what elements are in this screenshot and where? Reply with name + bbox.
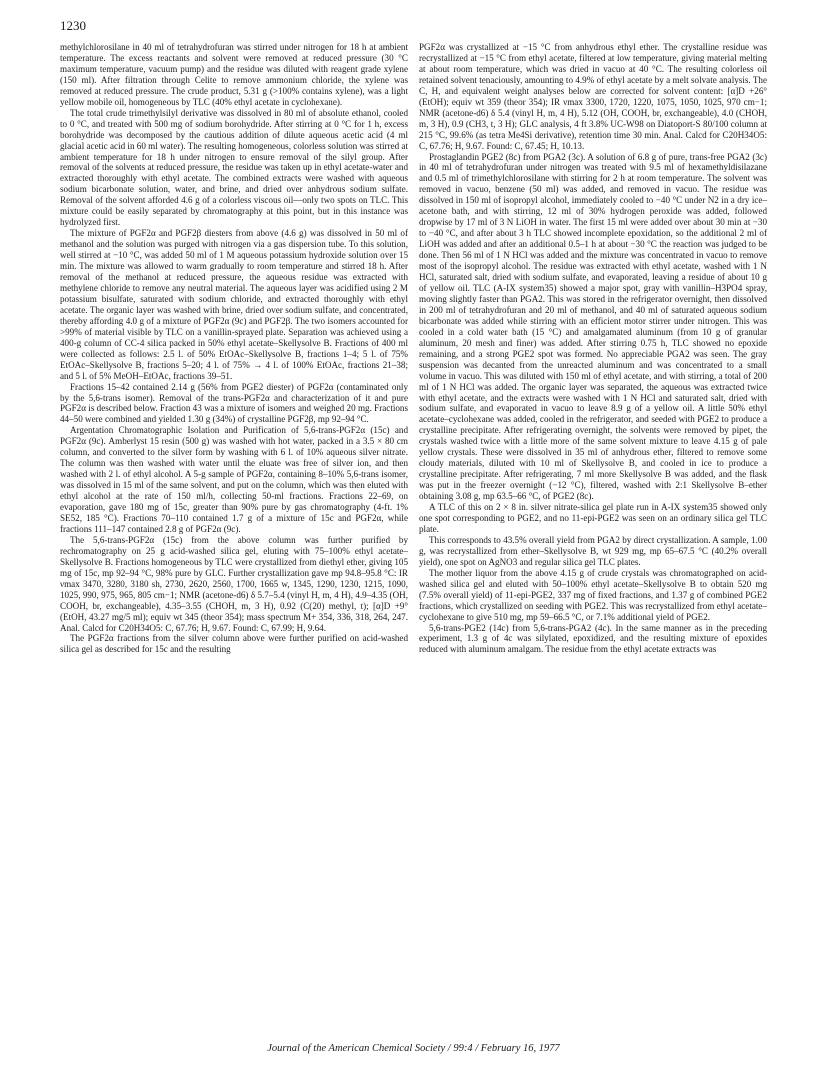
section-paragraph-trans-pge2: 5,6-trans-PGE2 (14c) from 5,6-trans-PGA2 (4c). In the same manner as in the preceding experiment, 1.3 g of 4c was silylated, epoxidized, and the resulting mixture of epoxides reduced with aluminum amalgam. The residue from the ethyl acetate extracts was [419, 622, 767, 655]
page-number: 1230 [60, 18, 86, 33]
paragraph: The 5,6-trans-PGF2α (15c) from the above column was further purified by rechromatography on 25 g acid-washed silica gel, eluting with 75–100% ethyl acetate–Skellysolve B. Fractions homogeneous by TLC were crystallized from diethyl ether, giving 105 mg of 15c, mp 92–94 °C, 98% pure by GLC. Further crystallization gave mp 94.8–95.8 °C: IR νmax 3470, 3280, 3180 sh, 2730, 2620, 2560, 1700, 1665 w, 1345, 1290, 1230, 1215, 1090, 1025, 990, 975, 965, 805 cm−1; NMR (acetone-d6) δ 5.7–5.4 (vinyl H, m, 4 H), 4.9–4.35 (OH, COOH, br, exchangeable), 4.35–3.55 (CHOH, m, 3 H), 0.92 (C(20) methyl, t); [α]D +9° (EtOH, 43.27 mg/5 ml); equiv wt 345 (theor 354); mass spectrum M+ 354, 336, 318, 264, 247. Anal. Calcd for C20H34O5: C, 67.76; H, 9.67. Found: C, 67.99; H, 9.64. [60, 534, 408, 633]
paragraph: A TLC of this on 2 × 8 in. silver nitrate-silica gel plate run in A-IX system35 showed only one spot corresponding to PGE2, and no 11-epi-PGE2 was seen on an ordinary silica gel TLC plate. [419, 502, 767, 534]
paragraph: The mixture of PGF2α and PGF2β diesters from above (4.6 g) was dissolved in 50 ml of methanol and the solution was purged with nitrogen via a gas dispersion tube. To this solution, well stirred at −10 °C, was added 50 ml of 1 M aqueous potassium hydroxide solution over 15 min. The mixture was allowed to warm gradually to room temperature and stirred 18 h. After removal of the methanol at reduced pressure, the aqueous residue was extracted with methylene chloride to remove any neutral material. The aqueous layer was acidified using 2 M potassium bisulfate, saturated with sodium chloride, and extracted thoroughly with ethyl acetate. The organic layer was washed with brine, dried over sodium sulfate, and concentrated, thereby affording 4.0 g of a mixture of PGF2α (9c) and PGF2β. The two isomers accounted for >99% of material visible by TLC on a vanillin-sprayed plate. Separation was achieved using a 400-g column of CC-4 silica packed in 50% ethyl acetate–Skellysolve B. Fractions of 400 ml were collected as follows: 2.5 l. of 50% EtOAc–Skellysolve B, fractions 1–4; 5 l. of 75% EtOAc–Skellysolve B, fractions 5–20; 4 l. of 75% → 4 l. of 100% EtOAc, fractions 21–38; and 5 l. of 5% MeOH–EtOAc, fractions 39–51. [60, 228, 408, 381]
section-paragraph-pge2: Prostaglandin PGE2 (8c) from PGA2 (3c). A solution of 6.8 g of pure, trans-free PGA2 (3c) in 40 ml of tetrahydrofuran under nitrogen was treated with 9.5 ml of hexamethyldisilazane and 0.5 ml of trimethylchlorosilane with stirring for 2 h at room temperature. The solvent was removed in vacuo, benzene (50 ml) was added, and removed in vacuo. The residue was dissolved in 150 ml of isopropyl alcohol, immediately cooled to −40 °C under N2 in a dry ice–acetone bath, and with stirring, 12 ml of 30% hydrogen peroxide was added, followed dropwise by 17 ml of 3 N LiOH in water. The first 15 ml were added over about 30 min at −30 to −40 °C, and after about 3 h TLC showed incomplete epoxidation, so the additional 2 ml of LiOH was added and after an additional 0.5–1 h at about −30 °C the reaction was judged to be done. Then 56 ml of 1 N HCl was added and the mixture was concentrated in vacuo to remove most of the isopropyl alcohol. The residue was extracted with ethyl acetate, washed with 1 N HCl, saturated salt, dried with sodium sulfate, and evaporated, leaving a residue of about 10 g of yellow oil. TLC (A-IX system35) showed a major spot, gray with vanillin–H3PO4 spray, moving slightly faster than PGA2. This was stored in the refrigerator overnight, then dissolved in 200 ml of tetrahydrofuran and 20 ml of methanol, and 40 ml of saturated aqueous sodium bicarbonate was added while stirring with an efficient motor stirrer under nitrogen. This was cooled in a cold water bath (15 °C) and amalgamated aluminum (from 10 g of granular aluminum, 20 mesh and finer) was added. After stirring 0.75 h, TLC showed no epoxide remaining, and a strong PGE2 spot was formed. No appreciable PGA2 was seen. The gray suspension was decanted from the unreacted aluminum and was concentrated to a small volume in vacuo. This was diluted with 150 ml of ethyl acetate, and with stirring, a total of 200 ml of 1 N HCl was added. The organic layer was separated, the aqueous was extracted twice with ethyl acetate, and the extracts were washed with 1 N HCl and saturated salt, dried with sodium sulfate, and evaporated in vacuo to leave 8.9 g of a yellow oil. A little 50% ethyl acetate–cyclohexane was added, cooled in the refrigerator, and seeded with PGE2 to produce a crystalline precipitate. After refrigerating overnight, the solvents were removed by pipet, the crystals washed twice with a little more of the same solvent mixture to leave 4.15 g of pale yellow crystals. These were dissolved in 35 ml of anhydrous ether, filtered to remove some cloudy materials, diluted with 10 ml of Skellysolve B, and cooled in ice to produce a crystalline precipitate. After refrigerating, 7 ml more Skellysolve B was added, and the flask was put in the freezer overnight (−12 °C), filtered, washed with 2:1 Skellysolve B–ether obtaining 3.08 g, mp 63.5–66 °C, of PGE2 (8c). [419, 151, 767, 502]
paragraph: This corresponds to 43.5% overall yield from PGA2 by direct crystallization. A sample, 1.00 g, was recrystallized from ether–Skellysolve B, wt 929 mg, mp 65–67.5 °C (40.2% overall yield), one spot on AgNO3 and regular silica gel TLC plates. [419, 534, 767, 567]
paragraph: The mother liquor from the above 4.15 g of crude crystals was chromatographed on acid-washed silica gel and eluted with 50–100% ethyl acetate–Skellysolve B to obtain 520 mg (7.5% overall yield) of 11-epi-PGE2, 337 mg of fixed fractions, and 1.37 g of combined PGE2 fractions, which crystallized on seeding with PGE2. This was recrystallized from ethyl acetate–cyclohexane to give 510 mg, mp 59–66.5 °C, or 7.1% additional yield of PGE2. [419, 567, 767, 622]
paragraph: The total crude trimethylsilyl derivative was dissolved in 80 ml of absolute ethanol, cooled to 0 °C, and treated with 500 mg of sodium borohydride. After stirring at 0 °C for 1 h, excess borohydride was decomposed by the cautious addition of dilute aqueous acetic acid (4 ml glacial acetic acid in 60 ml water). The resulting homogeneous, colorless solution was stirred at ambient temperature for 18 h under nitrogen to ensure removal of the silyl group. After removal of the solvents at reduced pressure, the residue was taken up in ethyl acetate-water and extracted thoroughly with ethyl acetate. The combined extracts were washed with aqueous sodium bicarbonate solution, water, and brine, and dried over anhydrous sodium sulfate. Removal of the solvent afforded 4.6 g of a colorless viscous oil—only two spots on TLC. This mixture could be easily separated by chromatography at this point, but in this instance was hydrolyzed first. [60, 107, 408, 228]
paragraph: methylchlorosilane in 40 ml of tetrahydrofuran was stirred under nitrogen for 18 h at ambient temperature. The excess reactants and solvent were removed at reduced pressure (30 °C maximum temperature, vacuum pump) and the residue was diluted with reagent grade xylene (150 ml). After filtration through Celite to remove ammonium chloride, the xylene was removed at reduced pressure. The crude product, 5.31 g (>100% contains xylene), was a light yellow mobile oil, homogeneous by TLC (40% ethyl acetate in cyclohexane). [60, 42, 408, 107]
right-column [419, 42, 767, 655]
paragraph: PGF2α was crystallized at −15 °C from anhydrous ethyl ether. The crystalline residue was recrystallized at −15 °C from ethyl acetate, filtered at low temperature, giving material melting at about room temperature, which was dried in vacuo at 40 °C. The resulting colorless oil retained solvent tenaciously, amounting to 4.9% of ethyl acetate by a melt solvate analysis. The C, H, and equivalent weight analyses below are corrected for solvent content: [α]D +26° (EtOH); equiv wt 359 (theor 354); IR νmax 3300, 1720, 1220, 1075, 1050, 1025, 970 cm−1; NMR (acetone-d6) δ 5.4 (vinyl H, m, 4 H), 5.12 (OH, COOH, br, exchangeable), 4.0 (CHOH, m, 3 H), 0.9 (CH3, t, 3 H); GLC analysis, 4 ft 3.8% UC-W98 on Diatoport-S 80/100 column at 215 °C, 99.6% (as tetra Me4Si derivative), retention time 30 min. Anal. Calcd for C20H34O5: C, 67.76; H, 9.67. Found: C, 67.45; H, 10.13. [419, 42, 767, 151]
left-column [60, 42, 408, 655]
journal-footer: Journal of the American Chemical Society / 99:4 / February 16, 1977 [267, 1043, 560, 1054]
paragraph: The PGF2α fractions from the silver column above were further purified on acid-washed silica gel as described for 15c and the resulting [60, 633, 408, 655]
section-paragraph-argentation: Argentation Chromatographic Isolation and Purification of 5,6-trans-PGF2α (15c) and PGF2α (9c). Amberlyst 15 resin (500 g) was washed with hot water, packed in a 3.5 × 80 cm column, and converted to the silver form by washing with 6 l. of 10% aqueous silver nitrate. The column was then washed with water until the eluate was free of silver ion, and then washed with 2 l. of ethyl alcohol. A 5-g sample of PGF2α, containing 8–10% 5,6-trans isomer, was dissolved in 15 ml of the same solvent, and put on the column, which was then eluted with ethyl alcohol at the rate of 150 ml/h, collecting 50-ml fractions. Fractions 22–69, on evaporation, gave 180 mg of 15c, greater than 90% pure by gas chromatography (4-ft. 1% SE52, 185 °C). Fractions 70–110 contained 1.7 g of a mixture of 15c and PGF2α, while fractions 111–147 contained 2.8 g of PGF2α (9c). [60, 425, 408, 534]
paragraph: Fractions 15–42 contained 2.14 g (56% from PGE2 diester) of PGF2α (contaminated only by the 5,6-trans isomer). Removal of the trans-PGF2α and characterization of it and pure PGF2α is described below. Fraction 43 was a mixture of isomers and weighed 20 mg. Fractions 44–50 were combined and yielded 1.30 g (34%) of crystalline PGF2β, mp 92–94 °C. [60, 381, 408, 425]
